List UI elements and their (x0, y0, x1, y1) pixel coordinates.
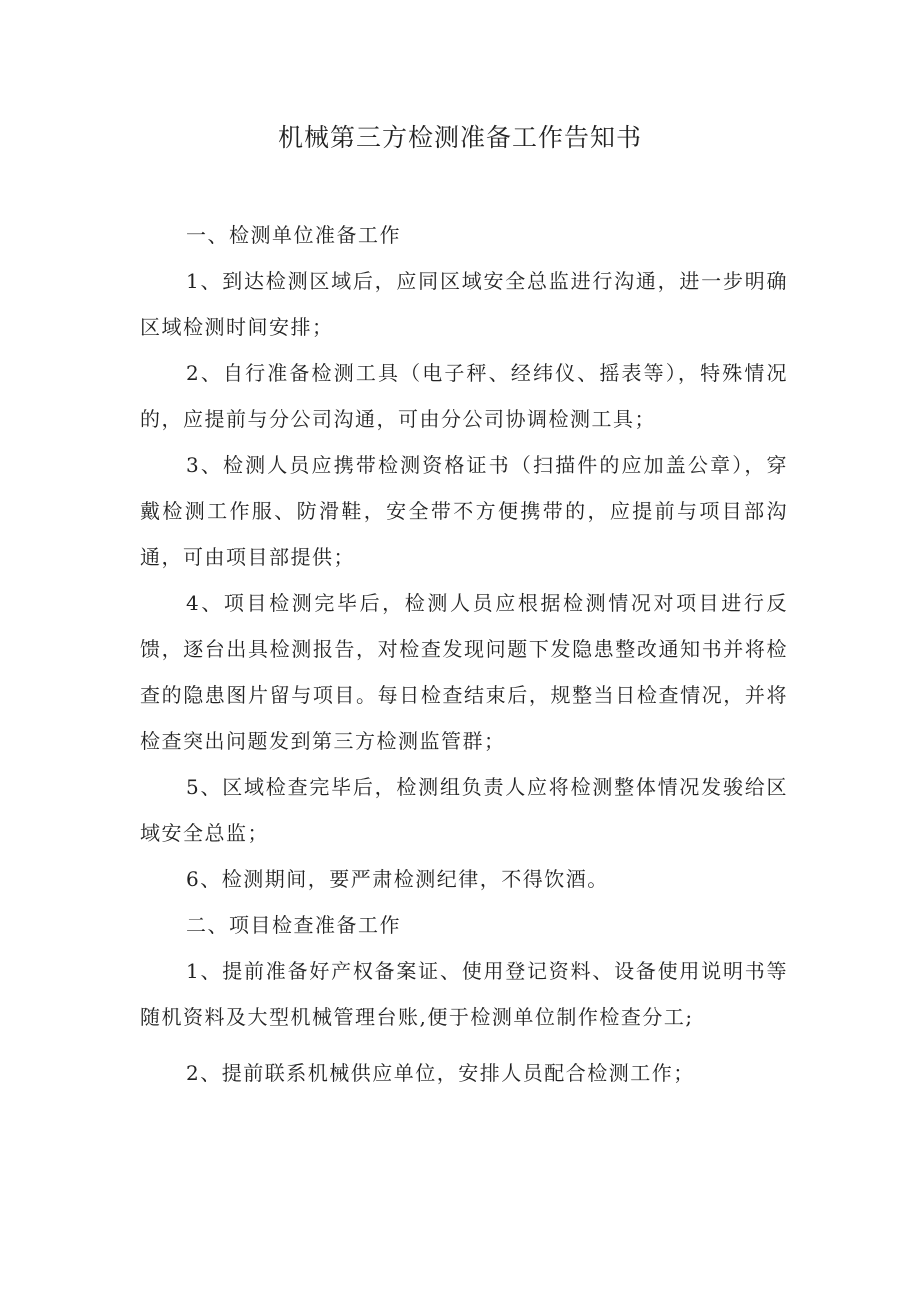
section-1-item-3: 3、检测人员应携带检测资格证书（扫描件的应加盖公章），穿戴检测工作服、防滑鞋，安全带不方便携带的，应提前与项目部沟通，可由项目部提供； (140, 453, 788, 569)
section-1-item-4: 4、项目检测完毕后，检测人员应根据检测情况对项目进行反馈，逐台出具检测报告，对检查发现问题下发隐患整改通知书并将检查的隐患图片留与项目。每日检查结束后，规整当日检查情况，并将检查突出问题发到第三方检测监管群； (140, 591, 788, 753)
section-2-item-2: 2、提前联系机械供应单位，安排人员配合检测工作； (186, 1061, 695, 1085)
section-1-item-5: 5、区域检查完毕后，检测组负责人应将检测整体情况发骏给区域安全总监； (140, 775, 788, 845)
section-1-item-6: 6、检测期间，要严肃检测纪律，不得饮酒。 (186, 867, 609, 891)
section-2-item-1: 1、提前准备好产权备案证、使用登记资料、设备使用说明书等随机资料及大型机械管理台账,便于检测单位制作检查分工; (140, 959, 788, 1029)
section-1-heading: 一、检测单位准备工作 (186, 223, 401, 247)
section-1-item-1: 1、到达检测区域后，应同区域安全总监进行沟通，进一步明确区域检测时间安排； (140, 269, 788, 339)
document-body (140, 212, 788, 1096)
section-2-heading: 二、项目检查准备工作 (186, 913, 401, 937)
document-title: 机械第三方检测准备工作告知书 (277, 123, 642, 152)
section-1-item-2: 2、自行准备检测工具（电子秤、经纬仪、摇表等），特殊情况的，应提前与分公司沟通，可由分公司协调检测工具； (140, 361, 788, 431)
